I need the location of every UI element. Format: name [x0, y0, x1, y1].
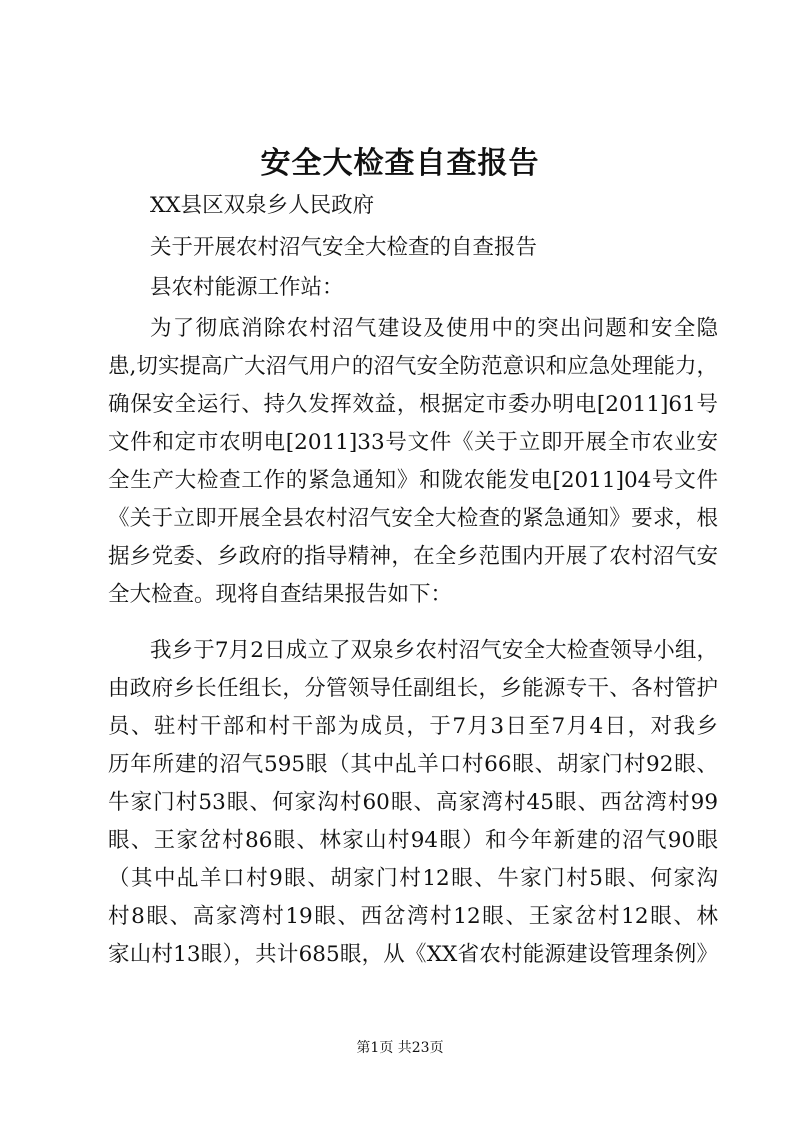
- paragraph2-line: 历年所建的沼气595眼（其中乩羊口村66眼、胡家门村92眼、: [108, 752, 718, 777]
- paragraph2-line: （其中乩羊口村9眼、胡家门村12眼、牛家门村5眼、何家沟: [108, 866, 718, 891]
- paragraph2-line: 我乡于7月2日成立了双泉乡农村沼气安全大检查领导小组，: [150, 638, 718, 663]
- paragraph1-line: 确保安全运行、持久发挥效益，根据定市委办明电[2011]61号: [108, 392, 718, 417]
- document-title: 安全大检查自查报告: [260, 146, 540, 181]
- paragraph1-line: 为了彻底消除农村沼气建设及使用中的突出问题和安全隐: [150, 316, 718, 341]
- paragraph2-line: 村8眼、高家湾村19眼、西岔湾村12眼、王家岔村12眼、林: [108, 904, 718, 929]
- paragraph1-line: 《关于立即开展全县农村沼气安全大检查的紧急通知》要求，根: [108, 506, 718, 531]
- paragraph2-line: 牛家门村53眼、何家沟村60眼、高家湾村45眼、西岔湾村99: [108, 790, 718, 815]
- page-number-footer: 第1页 共23页: [356, 1040, 444, 1056]
- paragraph2-line: 员、驻村干部和村干部为成员，于7月3日至7月4日，对我乡: [108, 714, 718, 739]
- paragraph2-line: 由政府乡长任组长，分管领导任副组长，乡能源专干、各村管护: [108, 676, 718, 701]
- header-line-county-government: XX县区双泉乡人民政府: [150, 193, 375, 218]
- paragraph1-line: 患,切实提高广大沼气用户的沼气安全防范意识和应急处理能力，: [108, 354, 718, 379]
- paragraph1-line: 全大检查。现将自查结果报告如下：: [108, 582, 453, 607]
- paragraph1-line: 全生产大检查工作的紧急通知》和陇农能发电[2011]04号文件: [108, 468, 718, 493]
- header-line-report-title: 关于开展农村沼气安全大检查的自查报告: [150, 235, 538, 260]
- header-line-addressee: 县农村能源工作站：: [150, 275, 344, 300]
- paragraph2-line: 眼、王家岔村86眼、林家山村94眼）和今年新建的沼气90眼: [108, 828, 718, 853]
- paragraph2-line: 家山村13眼），共计685眼，从《XX省农村能源建设管理条例》: [108, 942, 718, 967]
- paragraph1-line: 文件和定市农明电[2011]33号文件《关于立即开展全市农业安: [108, 430, 718, 455]
- paragraph1-line: 据乡党委、乡政府的指导精神，在全乡范围内开展了农村沼气安: [108, 544, 718, 569]
